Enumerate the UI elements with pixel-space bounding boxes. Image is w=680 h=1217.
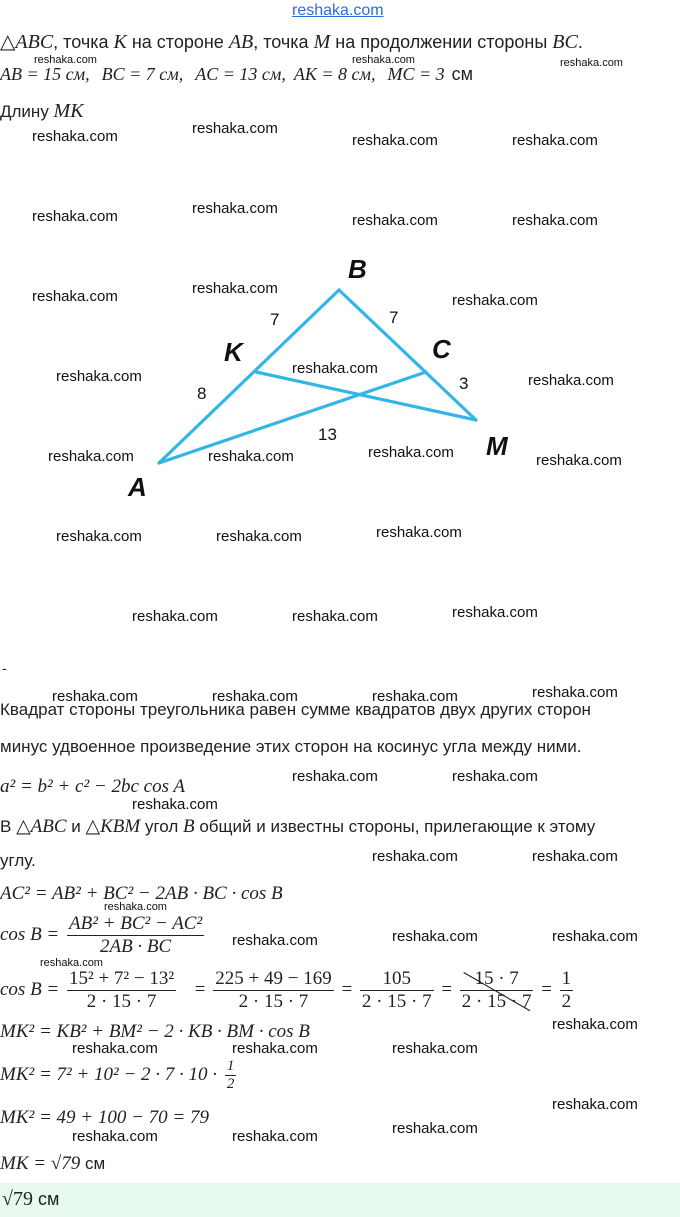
watermark: reshaka.com	[368, 444, 454, 461]
watermark: reshaka.com	[552, 1096, 638, 1113]
watermark: reshaka.com	[352, 212, 438, 229]
segment-label-ak: 8	[197, 384, 207, 403]
fraction-denominator: 2 · 15 · 7	[213, 990, 333, 1013]
watermark: reshaka.com	[48, 448, 134, 465]
watermark: reshaka.com	[292, 768, 378, 785]
watermark: reshaka.com	[232, 932, 318, 949]
segment-label-kb: 7	[270, 310, 280, 329]
fraction-numerator: 225 + 49 − 169	[215, 968, 332, 989]
mk-root: MK = √79	[0, 1153, 81, 1174]
cos-b-lhs: cos B =	[0, 978, 60, 1000]
watermark: reshaka.com	[292, 360, 378, 377]
watermark: reshaka.com	[52, 688, 138, 705]
watermark: reshaka.com	[192, 280, 278, 297]
fraction-numerator: 1	[226, 1058, 235, 1074]
watermark: reshaka.com	[512, 132, 598, 149]
header-watermark-link[interactable]: reshaka.com	[292, 2, 384, 19]
side-bc: BC	[552, 31, 578, 53]
note-line-2: углу.	[0, 851, 36, 870]
fraction-denominator: 2AB · BC	[67, 935, 204, 958]
rule-line-2: минус удвоенное произведение этих сторон на косинус угла между ними.	[0, 737, 582, 756]
find-target	[0, 100, 84, 123]
equals-sign: =	[441, 978, 453, 1000]
note-triangle-abc: △ABC	[16, 816, 67, 837]
note-text: В	[0, 817, 17, 836]
watermark: reshaka.com	[392, 1040, 478, 1057]
watermark: reshaka.com	[452, 292, 538, 309]
segment-bm	[339, 290, 476, 420]
watermark: reshaka.com	[40, 957, 103, 969]
segment-label-ac: 13	[318, 425, 337, 444]
watermark: reshaka.com	[32, 208, 118, 225]
watermark: reshaka.com	[132, 608, 218, 625]
answer-unit: см	[32, 1189, 60, 1209]
equation-mk-squared-substitution	[0, 1058, 239, 1093]
fraction-step-5	[560, 968, 574, 1013]
equation-mk-result	[0, 1153, 105, 1175]
watermark: reshaka.com	[392, 1120, 478, 1137]
watermark: reshaka.com	[372, 688, 458, 705]
segment-km	[256, 372, 476, 420]
note-text: общий и известны стороны, прилегающие к этому	[194, 817, 596, 836]
fraction-step-2	[213, 968, 333, 1013]
watermark: reshaka.com	[104, 901, 167, 913]
vertex-label-k: K	[224, 337, 243, 367]
equals-sign: =	[341, 978, 353, 1000]
find-var: MK	[53, 100, 84, 122]
watermark: reshaka.com	[56, 368, 142, 385]
watermark: reshaka.com	[532, 848, 618, 865]
watermark: reshaka.com	[192, 120, 278, 137]
rule-line-1: Квадрат стороны треугольника равен сумме квадратов двух других сторон	[0, 700, 591, 719]
law-of-cosines: a² = b² + c² − 2bc cos A	[0, 776, 186, 797]
watermark: reshaka.com	[208, 448, 294, 465]
find-label: Длину	[0, 102, 54, 121]
watermark: reshaka.com	[392, 928, 478, 945]
watermark: reshaka.com	[352, 132, 438, 149]
watermark: reshaka.com	[132, 796, 218, 813]
watermark: reshaka.com	[32, 288, 118, 305]
vertex-label-m: M	[486, 431, 508, 461]
given-ak: AK = 8 см,	[293, 64, 376, 84]
vertex-label-a: A	[128, 472, 147, 502]
watermark: reshaka.com	[532, 684, 618, 701]
watermark: reshaka.com	[72, 1128, 158, 1145]
vertex-label-c: C	[432, 334, 451, 364]
given-mc: MC = 3	[387, 64, 445, 84]
answer-root: √79	[2, 1188, 33, 1210]
fraction-denominator: 2 · 15 · 7	[67, 990, 176, 1013]
watermark: reshaka.com	[212, 688, 298, 705]
watermark: reshaka.com	[72, 1040, 158, 1057]
fraction-step-1	[67, 968, 176, 1013]
equals-sign: =	[541, 978, 552, 1000]
watermark: reshaka.com	[352, 54, 415, 66]
watermark: reshaka.com	[376, 524, 462, 541]
fraction-denominator: 2	[226, 1076, 235, 1092]
watermark: reshaka.com	[512, 212, 598, 229]
point-k: K	[113, 31, 127, 53]
watermark: reshaka.com	[536, 452, 622, 469]
fraction-numerator: 15 · 7	[474, 968, 519, 989]
watermark: reshaka.com	[232, 1040, 318, 1057]
condition-text: .	[577, 32, 583, 52]
note-angle-b: B	[183, 816, 195, 837]
fraction-step-3	[360, 968, 434, 1013]
vertex-label-b: B	[348, 254, 367, 284]
watermark: reshaka.com	[452, 604, 538, 621]
condition-text: , точка	[53, 32, 114, 52]
watermark: reshaka.com	[216, 528, 302, 545]
fraction-numerator: 105	[382, 968, 411, 989]
watermark: reshaka.com	[372, 848, 458, 865]
half-fraction	[225, 1058, 237, 1093]
side-ab: AB	[228, 31, 254, 53]
watermark: reshaka.com	[292, 608, 378, 625]
note-text: угол	[140, 817, 184, 836]
answer-value	[2, 1188, 59, 1211]
watermark: reshaka.com	[192, 200, 278, 217]
watermark: reshaka.com	[552, 1016, 638, 1033]
fraction-denominator: 2 · 15 · 7	[361, 991, 432, 1012]
solution-dash: -	[2, 660, 7, 676]
note-triangle-kbm: △KBM	[85, 816, 141, 837]
condition-text: , точка	[253, 32, 314, 52]
condition-text: на продолжении стороны	[330, 32, 553, 52]
note-line-1	[0, 815, 595, 838]
watermark: reshaka.com	[56, 528, 142, 545]
triangle-abc: △ABC	[0, 31, 54, 53]
fraction-denominator: 2	[561, 991, 572, 1012]
condition-text: на стороне	[126, 32, 229, 52]
cos-b-lhs: cos B =	[0, 923, 60, 945]
watermark: reshaka.com	[32, 128, 118, 145]
problem-condition-line1	[0, 29, 583, 54]
fraction-numerator: 15² + 7² − 13²	[69, 968, 175, 989]
given-ac: AC = 13 см,	[195, 64, 286, 84]
segment-label-cm: 3	[459, 374, 469, 393]
equation-ac-squared: AC² = AB² + BC² − 2AB · BC · cos B	[0, 883, 283, 904]
watermark: reshaka.com	[34, 54, 97, 66]
watermark: reshaka.com	[452, 768, 538, 785]
cancel-strike	[460, 968, 534, 1013]
equation-mk-squared-formula: MK² = KB² + BM² − 2 · KB · BM · cos B	[0, 1021, 310, 1042]
given-mc-unit: см	[451, 64, 474, 84]
note-text: и	[66, 817, 86, 836]
equation-cos-b-values	[0, 968, 576, 1013]
equation-mk-squared-result: MK² = 49 + 100 − 70 = 79	[0, 1107, 209, 1128]
mk-substitution-expr: MK² = 7² + 10² − 2 · 7 · 10 ·	[0, 1063, 218, 1085]
watermark: reshaka.com	[232, 1128, 318, 1145]
watermark: reshaka.com	[528, 372, 614, 389]
mk-unit: см	[80, 1154, 106, 1173]
fraction-denominator: 2 · 15 · 7	[461, 991, 532, 1012]
watermark: reshaka.com	[552, 928, 638, 945]
given-values	[0, 64, 473, 85]
answer-bar	[0, 1183, 680, 1217]
segment-label-bc: 7	[389, 308, 399, 327]
equals-sign: =	[194, 978, 206, 1000]
fraction-numerator: 1	[561, 968, 572, 989]
fraction-numerator: AB² + BC² − AC²	[69, 913, 203, 934]
given-bc: BC = 7 см,	[101, 64, 184, 84]
fraction-step-4-cancelled	[460, 968, 534, 1013]
given-ab: AB = 15 см,	[0, 64, 90, 84]
point-m: M	[313, 31, 331, 53]
equation-cos-b-formula	[0, 913, 207, 958]
watermark: reshaka.com	[560, 57, 623, 69]
cos-b-fraction	[67, 913, 204, 958]
